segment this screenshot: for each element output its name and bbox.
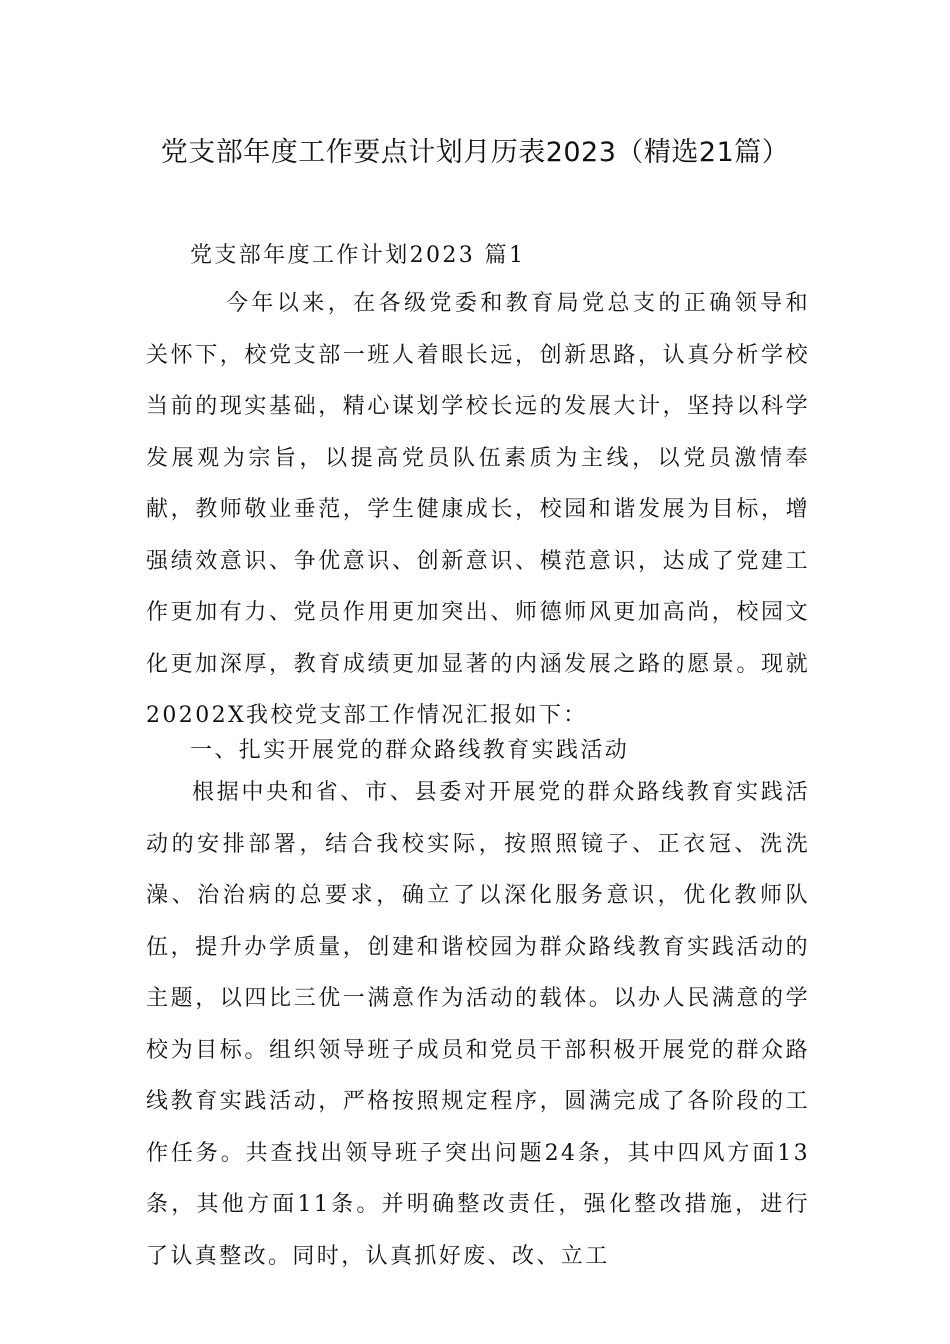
paragraph-section-1: 根据中央和省、市、县委对开展党的群众路线教育实践活动的安排部署，结合我校实际，按照照镜子、正衣冠、洗洗澡、治治病的总要求，确立了以深化服务意识，优化教师队伍，提升办学质量，创建和谐校园为群众路线教育实践活动的主题，以四比三优一满意作为活动的载体。以办人民满意的学校为目标。组织领导班子成员和党员干部积极开展党的群众路线教育实践活动，严格按照规定程序，圆满完成了各阶段的工作任务。共查找出领导班子突出问题24条，其中四风方面13条，其他方面11条。并明确整改责任，强化整改措施，进行了认真整改。同时，认真抓好废、改、立工 [146, 780, 810, 1269]
section-heading: 一、扎实开展党的群众路线教育实践活动 [190, 738, 630, 763]
paragraph-intro: 今年以来，在各级党委和教育局党总支的正确领导和关怀下，校党支部一班人着眼长远，创新思路，认真分析学校当前的现实基础，精心谋划学校长远的发展大计，坚持以科学发展观为宗旨，以提高党员队伍素质为主线，以党员激情奉献，教师敬业垂范，学生健康成长，校园和谐发展为目标，增强绩效意识、争优意识、创新意识、模范意识，达成了党建工作更加有力、党员作用更加突出、师德师风更加高尚，校园文化更加深厚，教育成绩更加显著的内涵发展之路的愿景。现就20202X我校党支部工作情况汇报如下： [146, 291, 810, 728]
document-title: 党支部年度工作要点计划月历表2023（精选21篇） [160, 137, 790, 168]
document-subtitle: 党支部年度工作计划2023 篇1 [190, 243, 526, 268]
